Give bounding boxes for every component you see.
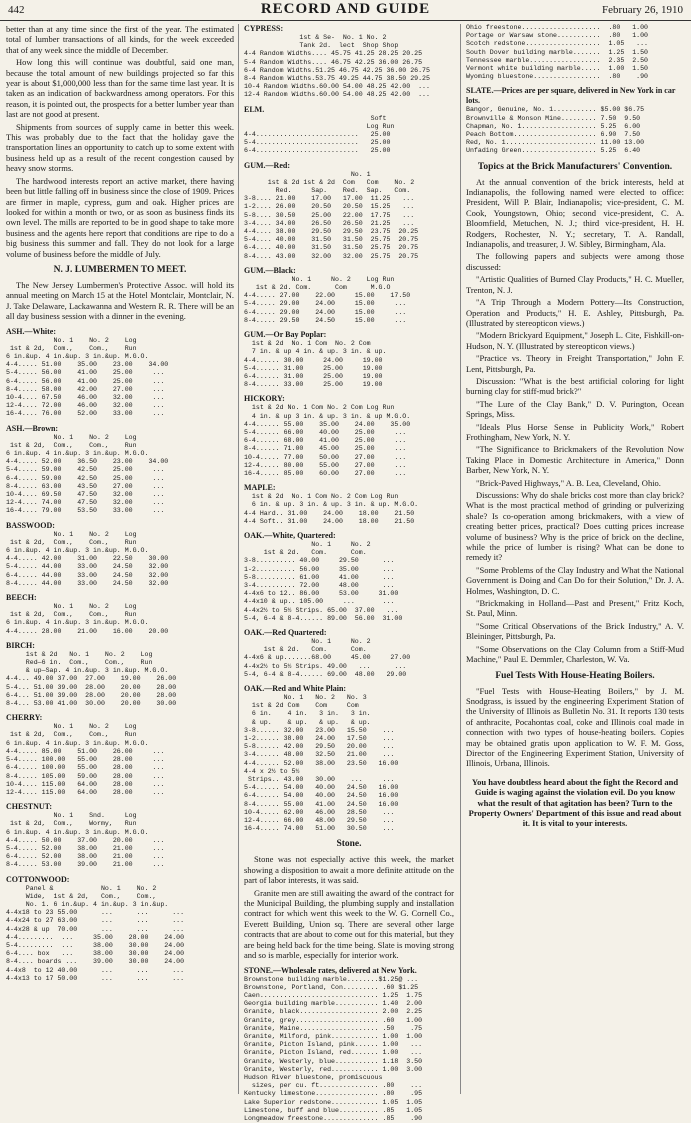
table-label: ASH.—White: bbox=[6, 326, 56, 336]
price-table: No. 1 No. 2 Log Run 1st & 2d. Com. Com M.G.O 4-4..... 27.00 22.00 15.00 17.50 5-4..... 29.00 24.00 15.00 ... 6-4..... 29.00 24.00 15.00 ... 8-4..... 29.50 24.50 15.00 ... bbox=[244, 275, 411, 324]
paragraph: "Some Observations on the Clay Column from a Stiff-Mud Machine," Paul E. Demmler, Charleston, W. Va. bbox=[466, 643, 684, 665]
table-label: GUM.—Red: bbox=[244, 160, 290, 170]
table-label: BIRCH: bbox=[6, 640, 35, 650]
paragraph: The New Jersey Lumbermen's Protective Assoc. will hold its annual meeting on March 15 at the Hotel Montclair, Montclair, N. J. Take Delaware, Lackawanna and Western R. R. There will be an all day business session with a dinner in the evening. bbox=[6, 279, 234, 322]
price-table: 1st & 2d No. 1 Com No. 2 Com Log Run 4 in. & up 3 in. & up. 3 in. & up M.G.O. 4-4...... 55.00 35.00 24.00 35.00 5-4...... 66.00 40.00 25.00 ... 6-4...... 68.00 41.00 25.00 ... 8-4...... 71.00 45.00 25.00 ... 10-4..... 77.00 50.00 27.00 ... 12-4..... 80.00 55.00 27.00 ... 16-4..... 85.00 60.00 27.00 ... bbox=[244, 404, 411, 477]
table-label: CHESTNUT: bbox=[6, 802, 53, 812]
paragraph: "The Significance to Brickmakers of the Revolution Now Taking Place in Domestic Architecture in America," Donn Barber, New York, N. Y. bbox=[466, 444, 684, 476]
table-label: OAK.—Red and White Plain: bbox=[244, 684, 347, 693]
column-divider bbox=[238, 24, 239, 1094]
page-number: 442 bbox=[8, 4, 25, 16]
price-table: Panel & No. 1 No. 2 Wide, 1st & 2d, Com., Com., No. 1. 6 in.&up. 4 in.&up. 3 in.&up. 4-4x18 to 23 55.00 ... ... ... 4-4x24 to 27 63.00 ... ... ... 4-4x28 & up 70.00 ... ... ... 4-4......... ... 35.00 28.00 24.00 5-4......... ... 38.00 30.00 24.00 6-4.... box ... 38.00 30.00 24.00 8-4.... boards ... 39.00 30.00 24.00 4-4x8 to 12 40.00 ... ... ... 4-4x13 to 17 50.00 ... ... ... bbox=[6, 884, 185, 982]
paragraph: Granite men are still awaiting the award of the contract for the Municipal Building, the plumbing supply and installation contract for which went this week to the W. G. Cornell Co., Everett Building, Union sq. There are several other large contracts that are about to come out for this material, but they are being held back for the time being. Slate is moving strong and so is marble, especially for interior work. bbox=[244, 887, 454, 961]
paragraph: "Brick-Paved Highways," A. B. Lea, Cleveland, Ohio. bbox=[476, 477, 661, 488]
table-label: GUM.—Black: bbox=[244, 265, 296, 275]
section-heading: Stone. bbox=[336, 839, 362, 850]
table-label: CHERRY: bbox=[6, 713, 43, 723]
table-label: STONE.—Wholesale rates, delivered at New York. bbox=[244, 965, 417, 975]
paragraph: How long this will continue was doubtful, said one man, because the total amount of new buildings projected so far this year is about $1,000,000 less than for the same time last year. It is taken as an indication of backwardness among operators. For this reason, it is pointed out, the prospects for a better lumber year than last are not good at present. bbox=[6, 57, 234, 120]
paragraph: "Fuel Tests with House-Heating Boilers," by J. M. Snodgrass, is issued by the engineering Experiment Station of the University of Illinois as Bulletin No. 31. It reports 130 tests of anthracite, Pocahontas coal, coke and Illinois coal made in connection with two types of house-heating boilers. Copies may be obtained gratis upon application to W. F. M. Goss, Director of the Engineering Experiment Station, University of Illinois, Urbana, Illinois. bbox=[466, 685, 684, 769]
issue-date: February 26, 1910 bbox=[602, 4, 683, 16]
table-label: ASH.—Brown: bbox=[6, 423, 59, 433]
column-divider bbox=[460, 24, 461, 1094]
section-heading: Topics at the Brick Manufacturers' Convention. bbox=[477, 161, 673, 172]
table-label: ELM. bbox=[244, 104, 265, 114]
table-label: BASSWOOD: bbox=[6, 520, 55, 530]
table-label: HICKORY: bbox=[244, 394, 285, 404]
price-table: 1st & Se- No. 1 No. 2 Tank 2d. lect Shop Shop 4-4 Random Widths.... 45.75 41.25 28.25 20.25 5-4 Random Widths.... 46.75 42.25 36.00 26.75 6-4 Random Widths.51.25 46.75 42.25 36.00 26.75 8-4 Random Widths.53.75 49.25 44.75 38.50 29.25 10-4 Random Widths.60.00 54.00 48.25 42.00 ... 12-4 Random Widths.60.00 54.00 48.25 42.00 ... bbox=[244, 34, 430, 99]
paragraph: "Modern Brickyard Equipment," Joseph L. Cite, Fishkill-on-Hudson, N. Y. (Illustrated by stereopticon views.) bbox=[466, 330, 684, 351]
page-header bbox=[0, 0, 691, 21]
paragraph: "Practice vs. Theory in Freight Transportation," John F. Lent, Pittsburgh, Pa. bbox=[466, 353, 684, 374]
table-label: COTTONWOOD: bbox=[6, 874, 70, 884]
price-table: No. 1 No. 2 Log 1st & 2d, Com., Com., Run 6 in.&up. 4 in.&up. 3 in.&up. M.G.O. 4-4..... 42.00 31.00 22.50 30.00 5-4..... 44.00 33.00 24.50 32.00 6-4..... 44.00 33.00 24.50 32.00 8-4..... 44.00 33.00 24.50 32.00 bbox=[6, 530, 169, 587]
table-label: BEECH: bbox=[6, 593, 37, 603]
paragraph: "A Trip Through a Modern Pottery—Its Construction, Operation and Products," H. E. Ashley, Pittsburgh, Pa. (Illustrated by stereopticon views.) bbox=[466, 297, 684, 328]
paragraph: Shipments from sources of supply came in better this week. This was probably due to the fact that the holiday gave the transportation lines an opportunity to catch up to some extent with business held up as a result of the recent congestion caused by heavy snow storms. bbox=[6, 121, 234, 174]
paragraph: "The Lure of the Clay Bank," D. V. Purington, Ocean Springs, Miss. bbox=[466, 398, 684, 420]
paragraph: "Some Critical Observations of the Brick Industry," A. V. Bleininger, Pittsburgh, Pa. bbox=[466, 620, 684, 642]
price-table: No. 1 Snd. Log 1st & 2d, Com., Wormy, Run 6 in.&up. 4 in.&up. 3 in.&up. M.G.O. 4-4..... 50.00 37.00 20.00 ... 5-4..... 52.00 38.00 21.00 ... 6-4..... 52.00 38.00 21.00 ... 8-4..... 53.00 39.00 21.00 ... bbox=[6, 812, 165, 869]
price-table: No. 1 No. 2 Log 1st & 2d, Com., Com., Run 6 in.&up. 4 in.&up. 3 in.&up. M.G.O. 4-4..... 85.00 51.00 26.00 ... 5-4..... 100.00 55.00 28.00 ... 6-4..... 100.00 55.00 28.00 ... 8-4..... 105.00 59.00 28.00 ... 10-4.... 115.00 64.00 28.00 ... 12-4.... 115.00 64.00 28.00 ... bbox=[6, 723, 165, 796]
paragraph: The following papers and subjects were among those discussed: bbox=[466, 251, 684, 272]
table-label: GUM.—Or Bay Poplar: bbox=[244, 330, 327, 340]
price-table: Ohio freestone.................... .80 1.00 Portage or Warsaw stone........... .80 1.00 Scotch redstone................... 1.05 ... South Dover building marble....... 1.25 1.50 Tennessee marble.................. 2.35 2.50 Vermont white building marble..... 1.00 1.50 Wyoming bluestone................. .80 .90 bbox=[466, 24, 649, 81]
publication-title: RECORD AND GUIDE bbox=[260, 1, 431, 17]
price-table: No. 1 No. 2 1st & 2d. Com. Com. 4-4x6 & up.......68.00 45.00 27.00 4-4x2½ to 5½ Strips. 49.00 ... ... 5-4, 6-4 & 8-4...... 69.00 48.00 29.00 bbox=[244, 637, 411, 678]
price-table: Soft Log Run 4-4.......................... 25.00 5-4.......................... 25.00 6-4.......................... 25.00 bbox=[244, 114, 395, 155]
column-middle bbox=[244, 24, 454, 1122]
notice-box: You have doubtless heard about the fight the Record and Guide is waging against the violation evil. Do you know what the result of that agitation has been? Turn to the Property Owners' Department of this issue and read about it. It is vital to your interests. bbox=[468, 776, 682, 829]
table-label: OAK.—White, Quartered: bbox=[244, 530, 336, 540]
section-heading: Fuel Tests With House-Heating Boilers. bbox=[495, 670, 655, 681]
paragraph: "Artistic Qualities of Burned Clay Products," H. C. Mueller, Trenton, N. J. bbox=[466, 274, 684, 295]
paragraph: Stone was not especially active this week, the market showing a disposition to await a more definite attitude on the part of labor interests, it was said. bbox=[244, 854, 454, 886]
table-label: MAPLE: bbox=[244, 483, 276, 493]
paragraph: The hardwood interests report an active market, there having been but little falling off in business since the close of 1909. Prices are firmer in maple, cypress, gum and oak. Higher prices are looked for within a month or two, or as soon as business finds its own level. The mills are reported to be in good shape to take more business and the agents here report that conditions are ripe to do a big business this summer and fall. They do not look for a large volume of business before the middle of July. bbox=[6, 175, 234, 259]
price-table: No. 1 No. 2 Log 1st & 2d, Com., Com., Run 6 in.&up. 4 in.&up. 3 in.&up. M.G.O. 4-4..... 28.00 21.00 16.00 20.00 bbox=[6, 603, 169, 635]
table-label: SLATE.—Prices are per square, delivered in New York in car lots. bbox=[466, 86, 676, 106]
paragraph: "Some Problems of the Clay Industry and What the National Government is Doing and Can Do for their Solution," Dr. J. A. Holmes, Washington, D. C. bbox=[466, 564, 684, 596]
price-table: Bangor, Genuine, No. 1........... $5.00 $6.75 Brownville & Monson Mine......... 7.50 9.50 Chapman, No. 1................... 5.25 6.00 Peach Bottom..................... 6.90 7.50 Red, No. 1....................... 11.00 13.00 Unfading Green................... 5.25 6.40 bbox=[466, 106, 645, 155]
price-table: No. 1 No. 2 1st & 2d. Com. Com. 3-8.......... 40.00 29.50 ... 1-2.......... 56.00 35.00 ... 5-8.......... 61.00 41.00 ... 3-4.......... 72.00 48.00 ... 4-4x6 to 12.. 86.00 53.00 31.00 4-4x10 & up.. 105.00 ... ... 4-4x2½ to 5½ Strips. 65.00 37.00 ... 5-4, 6-4 & 8-4...... 89.00 56.00 31.00 bbox=[244, 540, 403, 622]
price-table: 1st & 2d No. 1 No. 2 Log Red—6 in. Com., Com., Run & up—Sap. 4 in.&up. 3 in.&up. M.G.O. 4-4... 49.00 37.00 27.00 19.00 26.00 5-4... 51.00 39.00 28.00 20.00 28.00 6-4... 51.00 39.00 28.00 20.00 28.00 8-4... 53.00 41.00 30.00 20.00 30.00 bbox=[6, 650, 177, 708]
table-label: OAK.—Red Quartered: bbox=[244, 627, 327, 637]
price-table: No. 1 No. 2 Log 1st & 2d, Com., Com., Run 6 in.&up. 4 in.&up. 3 in.&up. M.G.O. 4-4..... 52.00 36.50 23.00 34.00 5-4..... 59.00 42.50 25.00 ... 6-4..... 59.00 42.50 25.00 ... 8-4..... 63.00 43.50 27.00 ... 10-4.... 69.50 47.50 32.00 ... 12-4.... 74.00 47.50 32.00 ... 16-4.... 79.00 53.50 33.00 ... bbox=[6, 433, 169, 515]
paragraph: better than at any time since the first of the year. The estimated total of lumber transactions of all kinds, for the week exceeded that of any week since the middle of December. bbox=[6, 24, 234, 55]
price-table: No. 1 No. 2 No. 3 1st & 2d Com Com Com 6 in. 4 in. 3 in. 3 in. & up. & up. & up. & up. 3-8...... 32.00 23.00 15.50 ... 1-2...... 38.00 24.00 17.50 ... 5-8...... 42.00 29.50 20.00 ... 3-4...... 48.00 32.50 21.00 ... 4-4...... 52.00 38.00 23.50 16.00 4-4 x 2½ to 5½ Strips.. 43.00 30.00 ... ... 5-4...... 54.00 40.00 24.50 16.00 6-4...... 54.00 40.00 24.50 16.00 8-4...... 55.00 41.00 24.50 16.00 10-4..... 62.00 46.00 28.50 ... 12-4..... 66.00 48.00 29.50 ... 16-4..... 74.00 51.00 30.50 ... bbox=[244, 694, 399, 833]
price-table: 1st & 2d No. 1 Com No. 2 Com 7 in. & up 4 in. & up. 3 in. & up. 4-4...... 30.00 24.00 19.00 5-4...... 31.00 25.00 19.00 6-4...... 31.00 25.00 19.00 8-4...... 33.00 25.00 19.00 bbox=[244, 340, 387, 389]
paragraph: Discussion: "What is the best artificial coloring for light burning clay for stiff-mud brick?" bbox=[466, 375, 684, 397]
paragraph: Discussions: Why do shale bricks cost more than clay brick? What is the most practical method of grinding or pulverizing shale? Is co-operation among brickmakers, with a view of creating better prices, practical? Does cutting prices increase volume of business? Why is the price of brick on the decline, while the price of lumber is rising? What can be done to remedy it? bbox=[466, 490, 684, 563]
paragraph: "Ideals Plus Horse Sense in Publicity Work," Robert Frothingham, New York, N. Y. bbox=[466, 421, 684, 442]
price-table: No. 1 1st & 2d 1st & 2d Com Com No. 2 Red. Sap. Red. Sap. Com. 3-8.... 21.00 17.00 17.00 11.25 ... 1-2.... 26.00 20.50 20.50 15.25 ... 5-8.... 30.50 25.00 22.00 17.75 ... 3-4.... 34.00 26.50 26.50 21.25 ... 4-4.... 38.00 29.50 29.50 23.75 20.25 5-4.... 40.00 31.50 31.50 25.75 20.75 6-4.... 40.00 31.50 31.50 25.75 20.75 8-4.... 43.00 32.00 32.00 25.75 20.75 bbox=[244, 170, 419, 260]
price-table: No. 1 No. 2 Log 1st & 2d, Com., Com., Run 6 in.&up. 4 in.&up. 3 in.&up. M.G.O. 4-4..... 51.00 35.00 23.00 34.00 5-4..... 56.00 41.00 25.00 ... 6-4..... 56.00 41.00 25.00 ... 8-4..... 58.00 42.00 27.00 ... 10-4.... 67.50 46.00 32.00 ... 12-4.... 72.00 46.00 32.00 ... 16-4.... 76.00 52.00 33.00 ... bbox=[6, 336, 169, 418]
price-table: Brownstone building marble........$1.25@ ... Brownstone, Portland, Con......... .60 $1.25 Caen.............................. 1.25 1.75 Georgia building marble........... 1.40 2.00 Granite, black.................... 2.00 2.25 Granite, grey..................... .60 1.00 Granite, Maine.................... .50 .75 Granite, Milford, pink............ 1.00 1.00 Granite, Picton Island, pink...... 1.00 ... Granite, Picton Island, red....... 1.00 ... Granite, Westerly, blue........... 1.18 3.50 Granite, Westerly, red............ 1.00 3.00 Hudson River bluestone, promiscuous sizes, per cu. ft............... .80 ... Kentucky limestone................ .80 .95 Lake Superior redstone............ 1.05 1.05 Limestone, buff and blue.......... .85 1.05 Longmeadow freestone.............. .85 .90 bbox=[244, 975, 423, 1122]
column-left bbox=[6, 24, 234, 1096]
paragraph: "Brickmaking in Holland—Past and Present," Fritz Koch, St. Paul, Minn. bbox=[466, 598, 684, 619]
paragraph: At the annual convention of the brick interests, held at Indianapolis, the following named were elected to office: President, Will P. Blair, Indianapolis; vice-president, C. M. Cook, Youngstown, Ohio; second vice-president, C. A. Bloomfield, Metuchen, N. J.; third vice-president, H. H. Rodgers, Rochester, N. Y.; secretary, T. A. Randall, Indianapolis, and treasurer, J. W. Sibley, Birmingham, Ala. bbox=[466, 176, 684, 250]
price-table: 1st & 2d No. 1 Com No. 2 Com Log Run 6 in. & up. 3 in. & up. 3 in. & up. M.G.O. 4-4 Hard.. 31.00 24.00 18.00 21.50 4-4 Soft.. 31.00 24.00 18.00 21.50 bbox=[244, 493, 419, 525]
section-heading: N. J. LUMBERMEN TO MEET. bbox=[53, 264, 187, 275]
table-label: CYPRESS: bbox=[244, 24, 284, 33]
column-right bbox=[466, 24, 684, 1096]
